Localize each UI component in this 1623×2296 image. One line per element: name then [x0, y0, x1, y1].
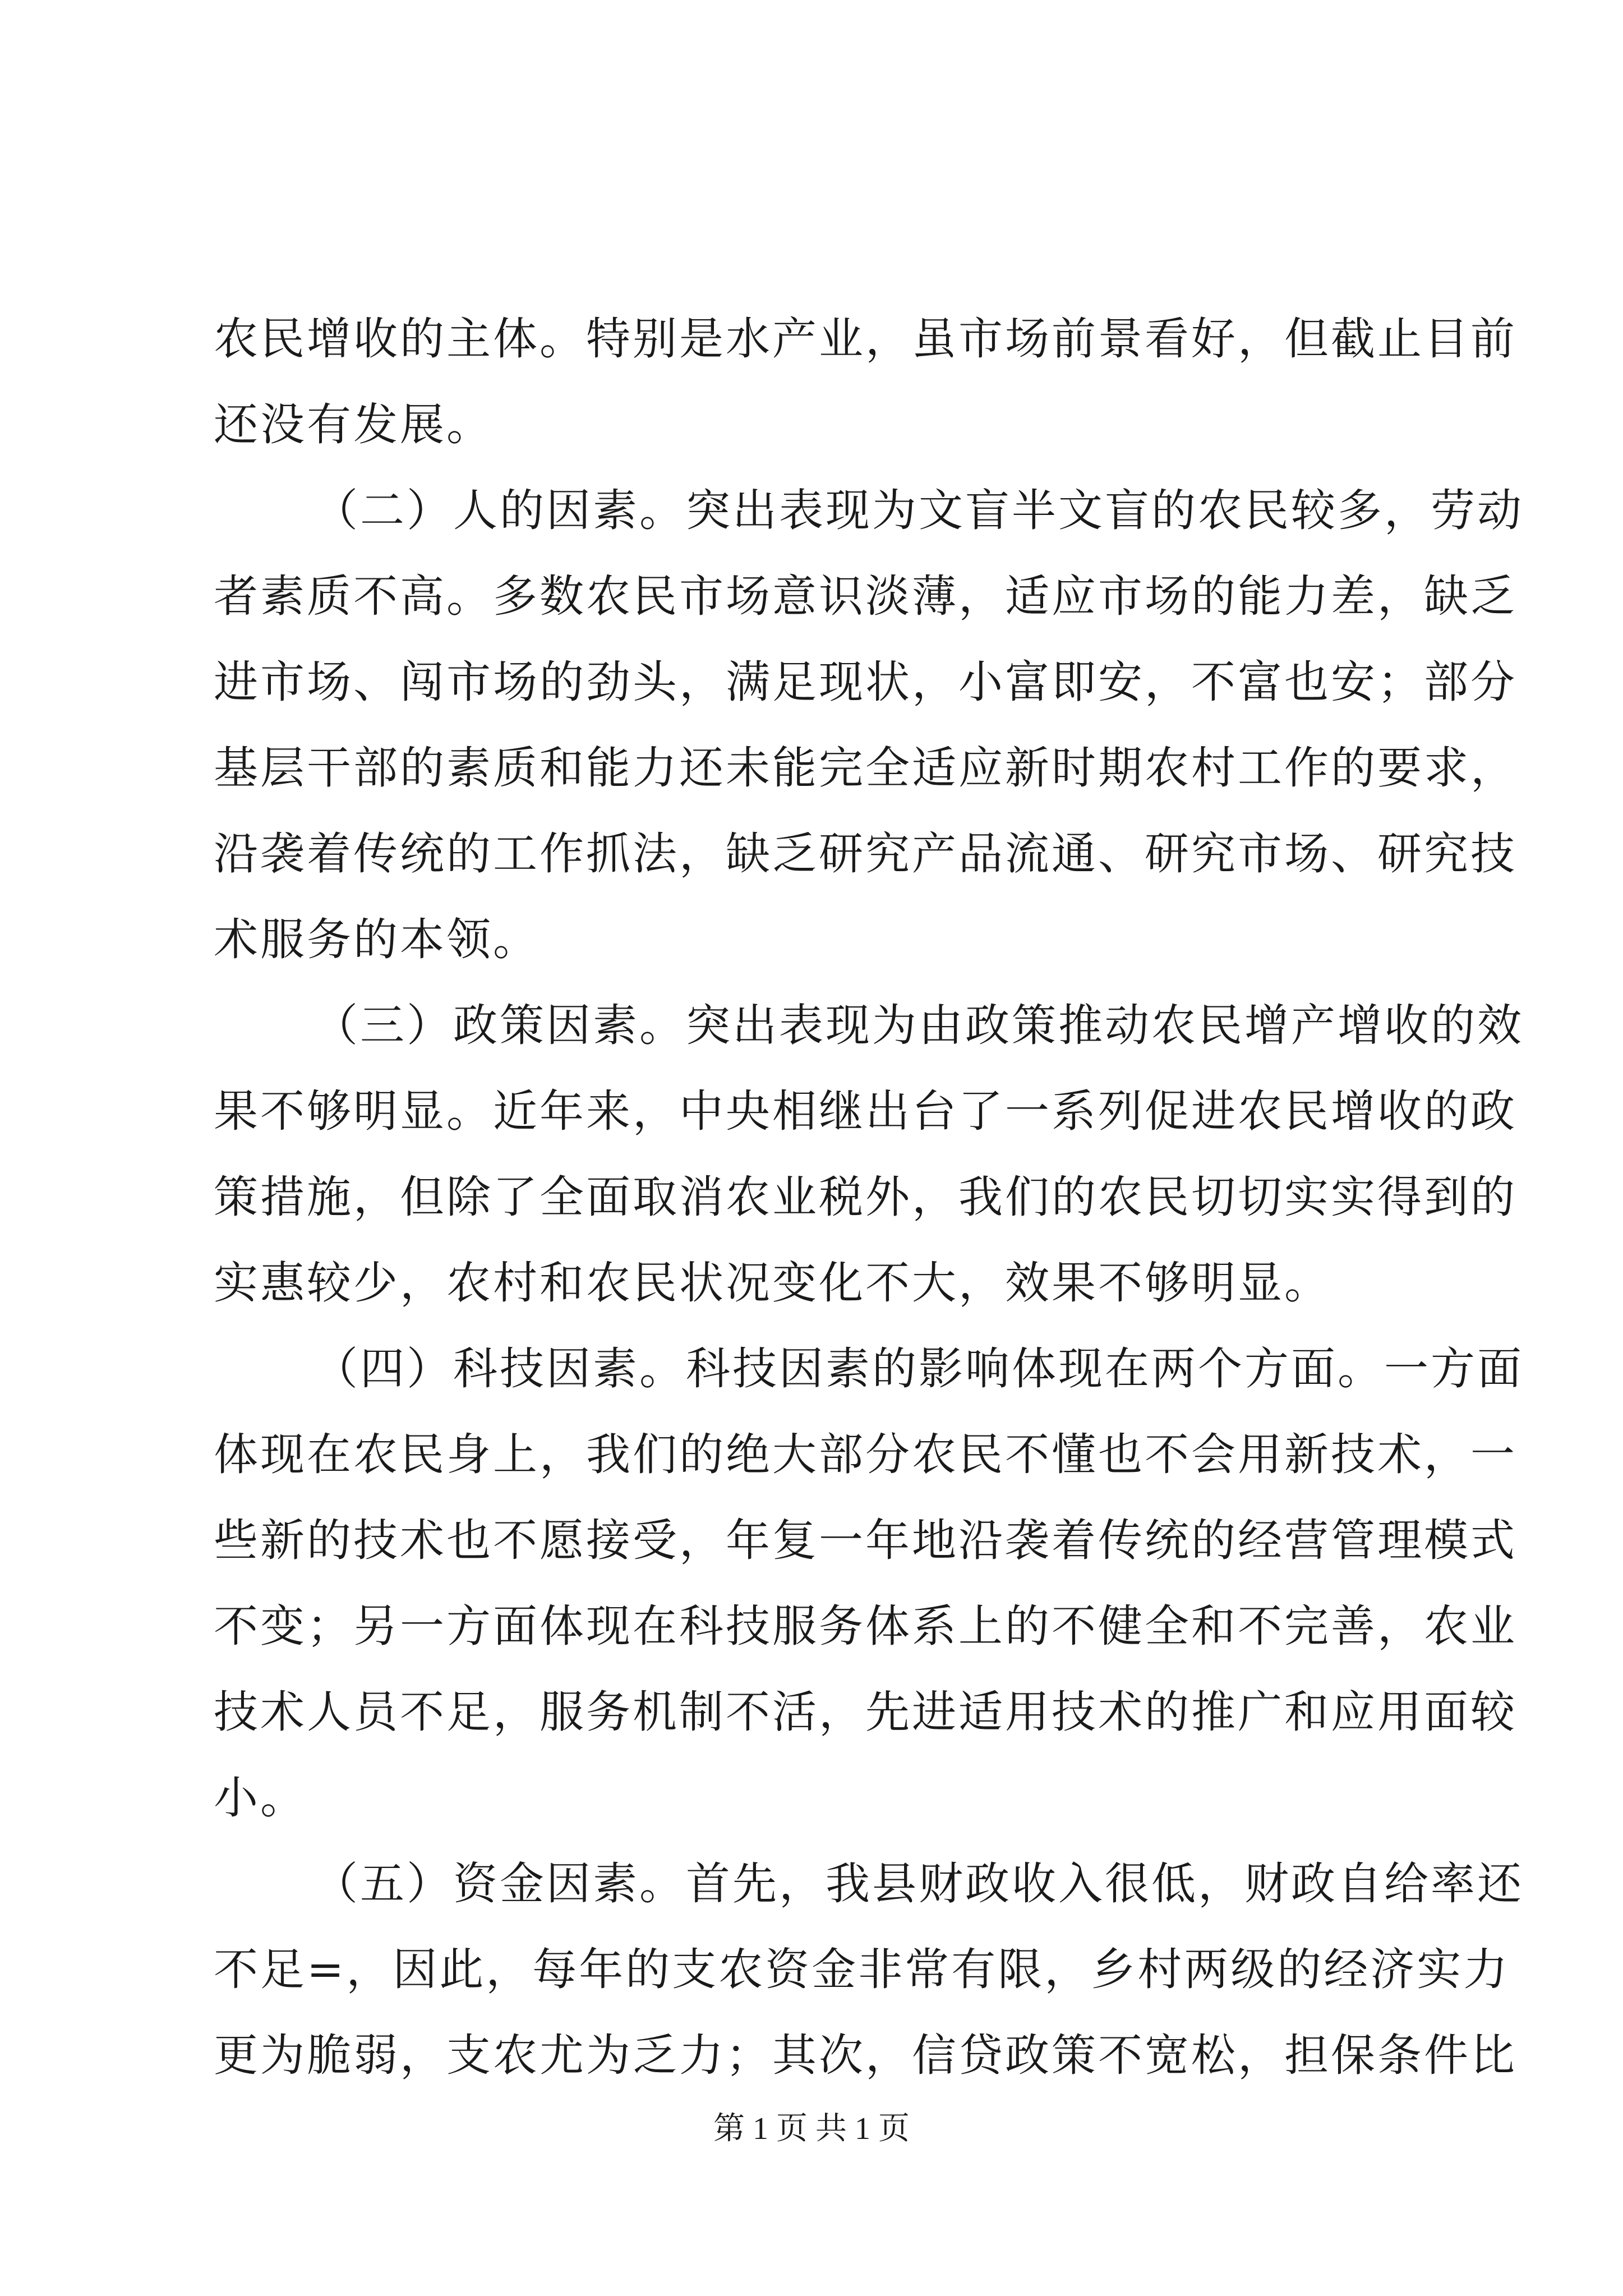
text-line: 小。 [214, 1772, 307, 1824]
text-line: 沿袭着传统的工作抓法，缺乏研究产品流通、研究市场、研究技 [214, 828, 1517, 880]
text-line: （四）科技因素。科技因素的影响体现在两个方面。一方面 [313, 1343, 1524, 1395]
text-line: 果不够明显。近年来，中央相继出台了一系列促进农民增收的政 [214, 1085, 1517, 1137]
paragraph-policy-factors [214, 983, 1524, 1326]
text-line: （五）资金因素。首先，我县财政收入很低，财政自给率还 [313, 1858, 1524, 1910]
text-line: 术服务的本领。 [214, 914, 540, 965]
document-body [214, 296, 1524, 2099]
text-line: 不变；另一方面体现在科技服务体系上的不健全和不完善，农业 [214, 1600, 1517, 1652]
text-line: （二）人的因素。突出表现为文盲半文盲的农民较多，劳动 [313, 485, 1524, 536]
page-number-footer: 第 1 页 共 1 页 [713, 2111, 910, 2146]
text-line: 不足=，因此，每年的支农资金非常有限，乡村两级的经济实力 [214, 1944, 1510, 1995]
text-line: 基层干部的素质和能力还未能完全适应新时期农村工作的要求， [214, 742, 1517, 794]
paragraph-human-factors [214, 468, 1524, 983]
text-line: 还没有发展。 [214, 399, 493, 450]
text-line: 策措施，但除了全面取消农业税外，我们的农民切切实实得到的 [214, 1171, 1517, 1223]
text-line: 实惠较少，农村和农民状况变化不大，效果不够明显。 [214, 1257, 1331, 1309]
text-line: 技术人员不足，服务机制不活，先进适用技术的推广和应用面较 [214, 1686, 1517, 1738]
text-line: 些新的技术也不愿接受，年复一年地沿袭着传统的经营管理模式 [214, 1515, 1517, 1566]
paragraph-continuation [214, 296, 1517, 468]
text-line: （三）政策因素。突出表现为由政策推动农民增产增收的效 [313, 1000, 1524, 1051]
paragraph-funding-factors [214, 1841, 1524, 2099]
text-line: 农民增收的主体。特别是水产业，虽市场前景看好，但截止目前 [214, 313, 1517, 365]
text-line: 者素质不高。多数农民市场意识淡薄，适应市场的能力差，缺乏 [214, 570, 1517, 622]
text-line: 体现在农民身上，我们的绝大部分农民不懂也不会用新技术，一 [214, 1429, 1517, 1480]
text-line: 进市场、闯市场的劲头，满足现状，小富即安，不富也安；部分 [214, 656, 1517, 708]
text-line: 更为脆弱，支农尤为乏力；其次，信贷政策不宽松，担保条件比 [214, 2030, 1517, 2081]
paragraph-technology-factors [214, 1326, 1524, 1841]
